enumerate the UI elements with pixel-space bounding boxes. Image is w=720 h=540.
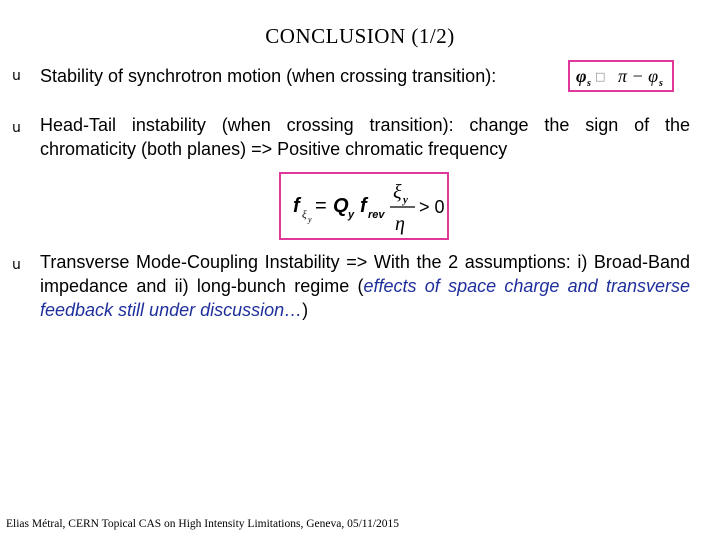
slide-title: CONCLUSION (1/2) xyxy=(265,24,455,48)
bullet-marker-2: u xyxy=(12,120,21,136)
f-rev-symbol: f xyxy=(360,195,367,217)
eta-denominator: η xyxy=(395,213,405,235)
formula-box-chromatic xyxy=(279,172,449,240)
xi-numerator: ξ xyxy=(393,181,402,203)
bullet-marker-1: u xyxy=(12,68,21,84)
greater-than-zero: > 0 xyxy=(419,197,445,217)
Q-sub-y: y xyxy=(348,209,355,221)
f-rev-sub: rev xyxy=(368,209,385,221)
bullet-text-stability: Stability of synchrotron motion (when crossing transition): xyxy=(40,66,497,86)
pi-minus-phi: π − φ xyxy=(618,66,659,86)
phi-s-rhs-sub: s xyxy=(659,78,663,89)
bullet-marker-3: u xyxy=(12,257,21,273)
f-sub-xi: ξ xyxy=(302,209,307,221)
tmci-text-plain: Transverse Mode-Coupling Instability => With the 2 assumptions: i) Broad-Band impedance and ii) long-bunch regime ( xyxy=(40,252,690,296)
formula-chromatic-frequency xyxy=(281,174,447,238)
f-sub-y: y xyxy=(308,215,312,224)
f-symbol: f xyxy=(293,195,300,217)
phi-s-lhs: φ xyxy=(576,66,587,86)
bullet-text-tmci xyxy=(40,250,690,322)
xi-sub-y: y xyxy=(403,194,408,206)
formula-box-synchrotron xyxy=(568,60,674,92)
formula-synchrotron xyxy=(570,62,672,90)
bullet-text-headtail: Head-Tail instability (when crossing transition): change the sign of the chromaticity (both planes) => Positive chromatic frequency xyxy=(40,115,690,159)
Q-symbol: Q xyxy=(333,195,349,217)
phi-s-lhs-sub: s xyxy=(587,78,591,89)
relation-placeholder: □ xyxy=(595,70,606,83)
tmci-text-italic: effects of space charge and transverse feedback still under discussion… xyxy=(40,276,690,320)
tmci-text-end: ) xyxy=(302,300,309,320)
footer-credit: Elias Métral, CERN Topical CAS on High Intensity Limitations, Geneva, 05/11/2015 xyxy=(6,518,400,530)
equals-sign: = xyxy=(315,195,327,217)
